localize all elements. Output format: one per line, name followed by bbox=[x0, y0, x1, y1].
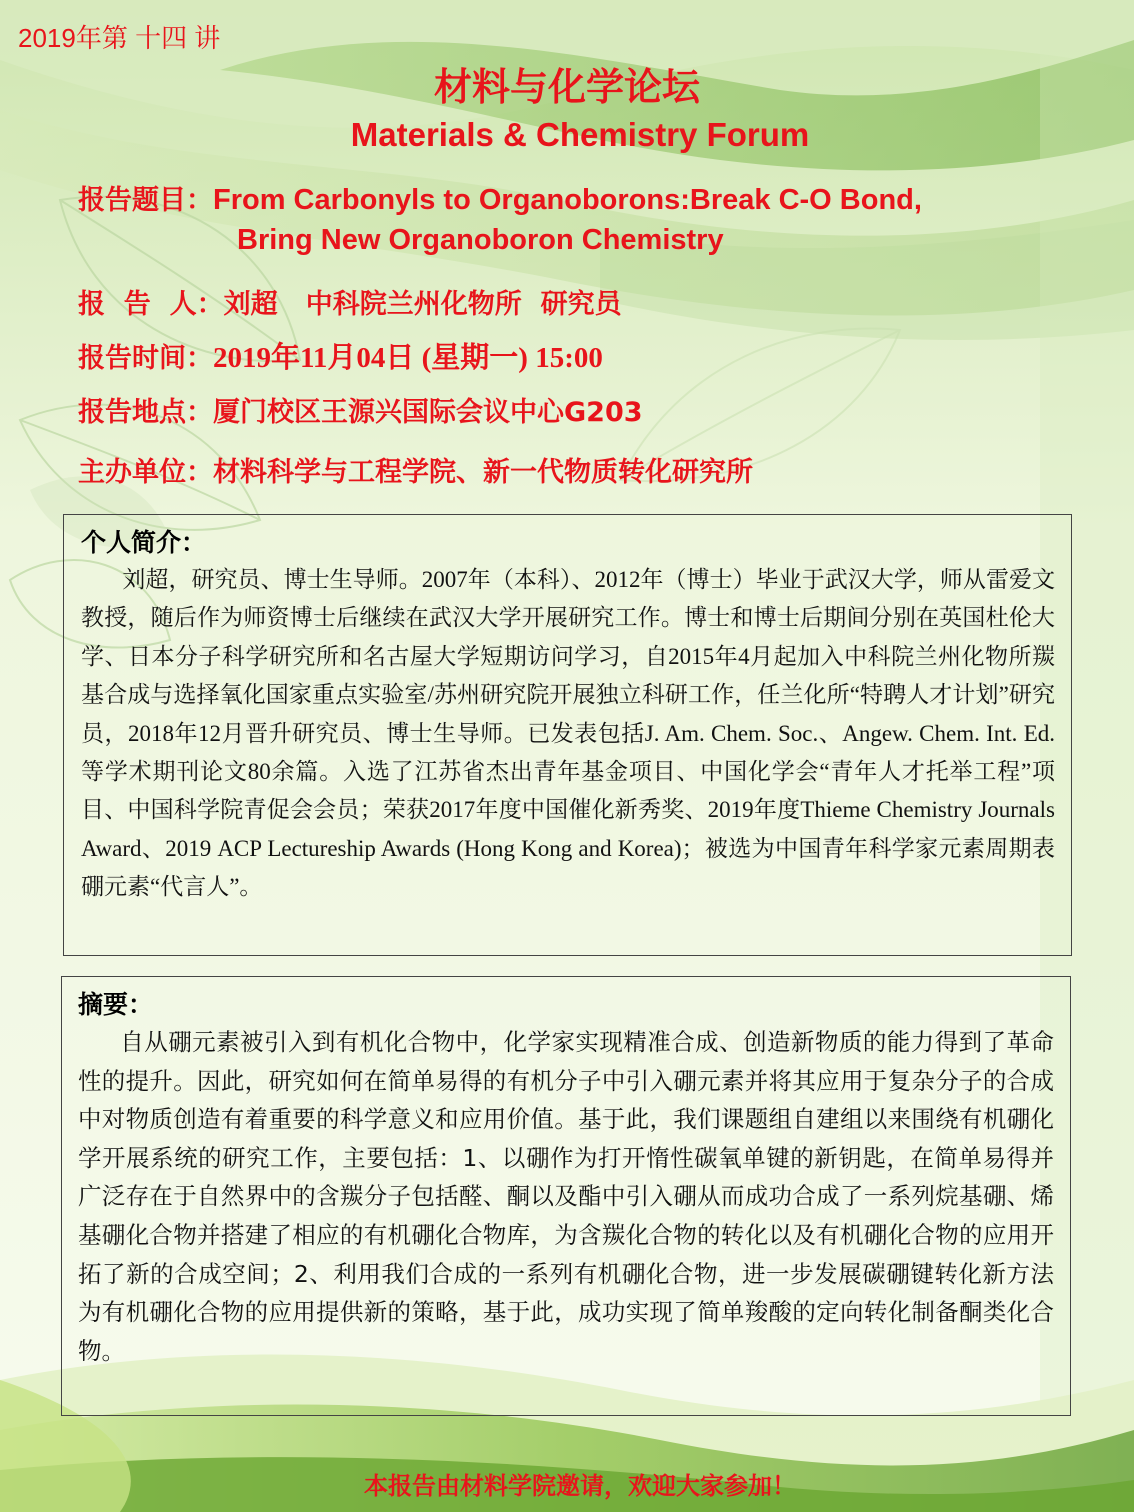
abstract-section bbox=[61, 976, 1071, 1416]
abstract-text: 自从硼元素被引入到有机化合物中，化学家实现精准合成、创造新物质的能力得到了革命性的提升。因此，研究如何在简单易得的有机分子中引入硼元素并将其应用于复杂分子的合成中对物质创造有着重要的科学意义和应用价值。基于此，我们课题组自建组以来围绕有机硼化学开展系统的研究工作，主要包括：1、以硼作为打开惰性碳氧单键的新钥匙，在简单易得并广泛存在于自然界中的含羰分子包括醛、酮以及酯中引入硼从而成功合成了一系列烷基硼、烯基硼化合物并搭建了相应的有机硼化合物库，为含羰化合物的转化以及有机硼化合物的应用开拓了新的合成空间；2、利用我们合成的一系列有机硼化合物，进一步发展碳硼键转化新方法为有机硼化合物的应用提供新的策略，基于此，成功实现了简单羧酸的定向转化制备酮类化合物。 bbox=[78, 1028, 1054, 1365]
bio-heading: 个人简介： bbox=[81, 528, 207, 557]
report-topic-continued bbox=[237, 224, 724, 257]
host-value: 材料科学与工程学院、新一代物质转化研究所 bbox=[213, 457, 753, 488]
report-topic bbox=[78, 178, 922, 217]
time-value: 2019年11月04日 (星期一) 15:00 bbox=[213, 342, 603, 374]
bio-text: 刘超，研究员、博士生导师。2007年（本科）、2012年（博士）毕业于武汉大学，师从雷爱文教授，随后作为师资博士后继续在武汉大学开展研究工作。博士和博士后期间分别在英国杜伦大学、日本分子科学研究所和名古屋大学短期访问学习，自2015年4月起加入中科院兰州化物所羰基合成与选择氧化国家重点实验室/苏州研究院开展独立科研工作，任兰化所“特聘人才计划”研究员，2018年12月晋升研究员、博士生导师。已发表包括J. Am. Chem. Soc.、Angew. Chem. Int. Ed.等学术期刊论文80余篇。入选了江苏省杰出青年基金项目、中国化学会“青年人才托举工程”项目、中国科学院青促会会员；荣获2017年度中国催化新秀奖、2019年度Thieme Chemistry Journals Award、2019 ACP Lectureship Awards (Hong Kong and Korea)；被选为中国青年科学家元素周期表硼元素“代言人”。 bbox=[81, 567, 1056, 900]
abstract-heading: 摘要： bbox=[78, 990, 154, 1019]
place-label: 报告地点： bbox=[78, 397, 213, 428]
host-label: 主办单位： bbox=[78, 457, 213, 488]
report-time bbox=[78, 335, 603, 376]
invitation-footer: 本报告由材料学院邀请，欢迎大家参加！ bbox=[364, 1472, 796, 1500]
forum-title-en: Materials & Chemistry Forum bbox=[350, 116, 810, 153]
report-speaker bbox=[78, 282, 622, 321]
report-place bbox=[78, 390, 643, 429]
topic-line-1: From Carbonyls to Organoborons:Break C-O Bond, bbox=[213, 184, 922, 216]
topic-line-2: Bring New Organoboron Chemistry bbox=[237, 224, 724, 256]
place-value: 厦门校区王源兴国际会议中心G203 bbox=[213, 397, 643, 428]
time-label: 报告时间： bbox=[78, 343, 213, 374]
report-host bbox=[78, 450, 753, 489]
speaker-value: 刘超 中科院兰州化物所 研究员 bbox=[223, 289, 622, 320]
bio-section bbox=[63, 514, 1072, 956]
speaker-label: 报 告 人： bbox=[78, 289, 224, 320]
lecture-series-label: 2019年第 十四 讲 bbox=[18, 23, 221, 53]
forum-title-cn: 材料与化学论坛 bbox=[433, 65, 700, 109]
topic-label: 报告题目： bbox=[78, 185, 213, 216]
